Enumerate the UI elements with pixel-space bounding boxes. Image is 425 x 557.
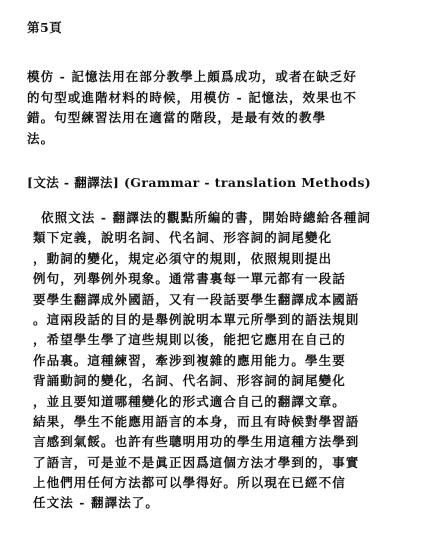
body-line: 。這兩段話的目的是舉例說明本單元所學到的語法規則 [33,311,360,327]
section-heading: [文法 - 翻譯法] (Grammar - translation Methods) [27,175,372,190]
body-line: 言感到氣餒。也許有些聰明用功的學生用這種方法學到 [33,434,360,450]
body-line: 作品裏。這種練習，牽涉到複雜的應用能力。學生要 [33,352,346,368]
body-line: 任文法 - 翻譯法了。 [33,495,159,511]
page-number-label: 第5頁 [27,20,63,35]
intro-paragraph [27,67,357,149]
intro-line: 法。 [27,130,55,146]
body-line: ，動詞的變化，規定必須守的規則，依照規則提出 [33,250,333,266]
body-line: 依照文法 - 翻譯法的觀點所編的書，開始時總給各種詞 [41,210,371,225]
body-line: 例句，列舉例外現象。通常書裏每一單元都有一段話 [33,271,346,287]
body-line: ，希望學生學了這些規則以後，能把它應用在自己的 [33,332,346,348]
intro-line: 模仿 - 記憶法用在部分教學上頗爲成功，或者在缺乏好 [27,69,357,84]
body-paragraph [31,208,371,514]
body-line: 類下定義，說明名詞、代名詞、形容詞的詞尾變化 [33,230,333,246]
intro-line: 錯。句型練習法用在適當的階段，是最有效的教學 [27,110,327,125]
intro-line: 的句型或進階材料的時候，用模仿 - 記憶法，效果也不 [27,89,357,105]
body-line: 了語言，可是並不是眞正因爲這個方法才學到的，事實 [33,454,360,470]
body-line: 上他們用任何方法都可以學得好。所以現在已經不信 [33,475,346,491]
body-line: 結果，學生不能應用語言的本身，而且有時候對學習語 [33,413,360,429]
body-line: ，並且要知道哪種變化的形式適合自己的翻譯文章。 [33,393,346,409]
body-line: 要學生翻譯成外國語，又有一段話要學生翻譯成本國語 [33,291,360,307]
body-line: 背誦動詞的變化，名詞、代名詞、形容詞的詞尾變化 [33,373,346,389]
